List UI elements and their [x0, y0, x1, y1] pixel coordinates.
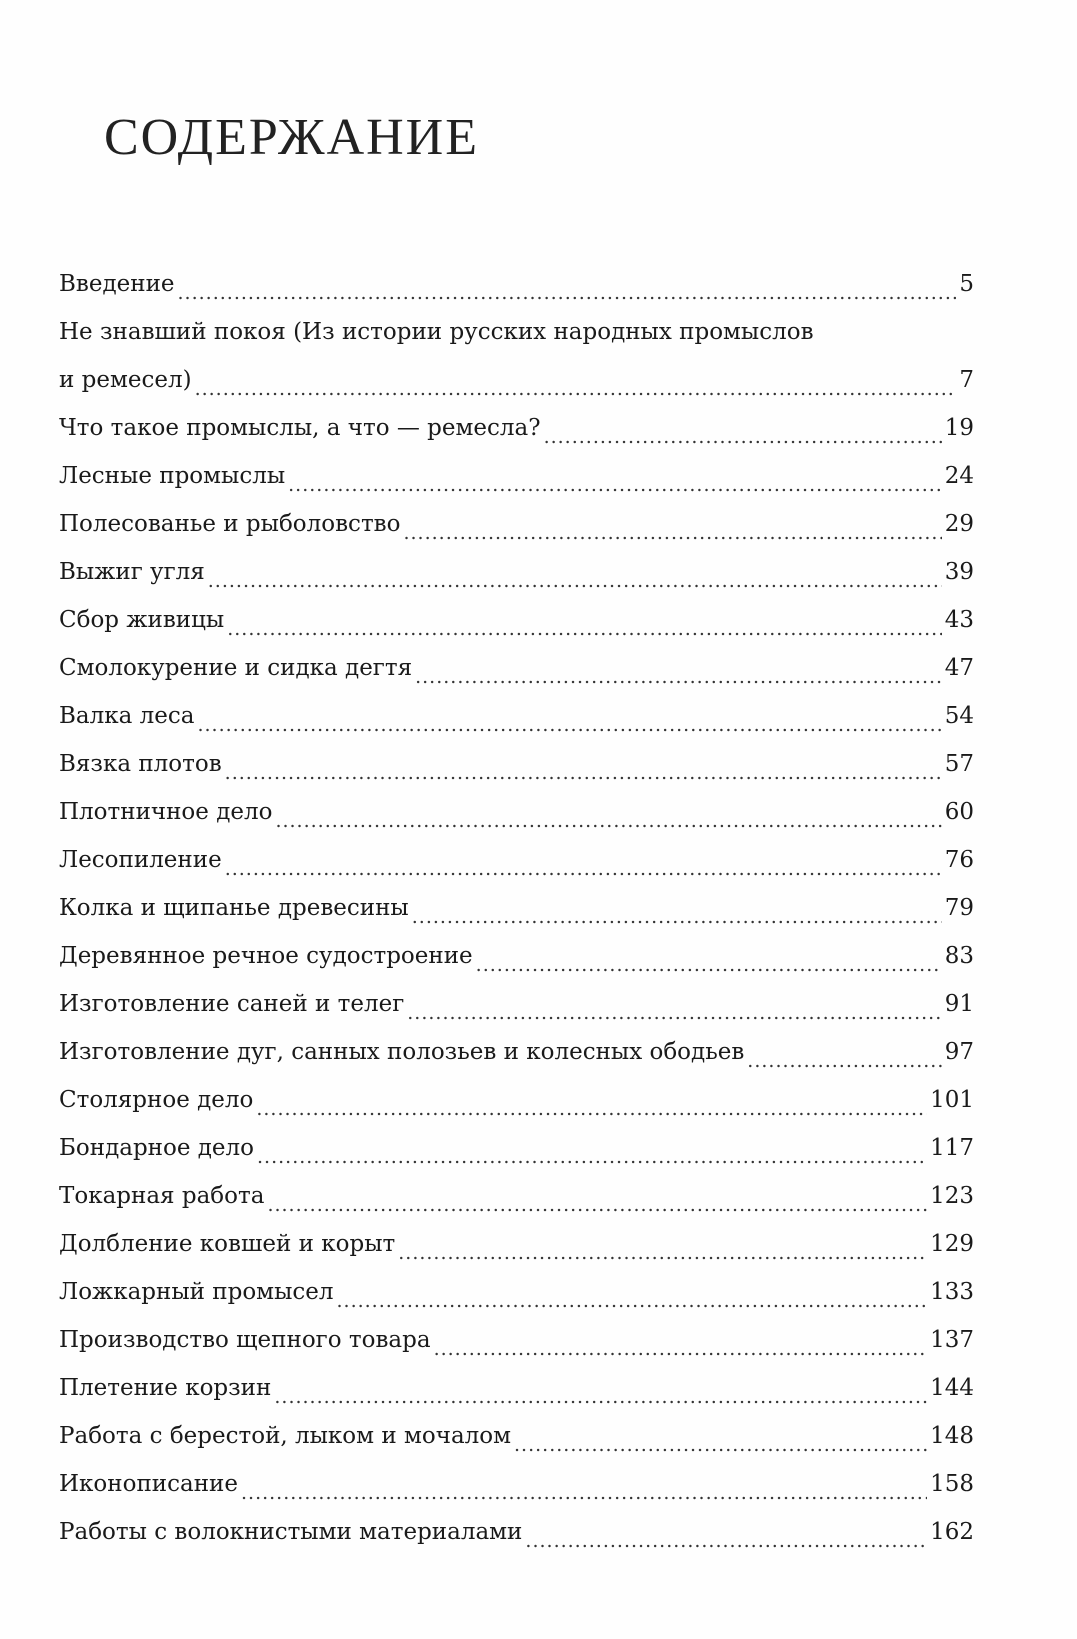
- toc-entry: [59, 500, 974, 548]
- toc-entry: [59, 980, 974, 1028]
- dot-leader: [225, 740, 942, 788]
- dot-leader: [178, 260, 957, 308]
- toc-entry-title: Бондарное дело: [59, 1135, 255, 1161]
- toc-entry-title: Валка леса: [59, 703, 195, 729]
- toc-entry: [59, 1220, 974, 1268]
- toc-entry-title: Производство щепного товара: [59, 1327, 431, 1353]
- toc-entry-title: Иконописание: [59, 1471, 238, 1497]
- toc-page-number: 129: [930, 1231, 974, 1257]
- toc-page-number: 158: [930, 1471, 974, 1497]
- dot-leader: [336, 1268, 927, 1316]
- toc-entry-title: Не знавший покоя (Из истории русских народных промыслов: [59, 319, 814, 345]
- toc-page-number: 101: [930, 1087, 974, 1113]
- toc-entry: [59, 884, 974, 932]
- toc-page-number: 39: [944, 559, 974, 585]
- dot-leader: [225, 836, 942, 884]
- toc-entry-title: Плетение корзин: [59, 1375, 272, 1401]
- toc-entry-title: Смолокурение и сидка дегтя: [59, 655, 413, 681]
- toc-entry: [59, 932, 974, 980]
- toc-page-number: 133: [930, 1279, 974, 1305]
- toc-entry: [59, 1028, 974, 1076]
- toc-entry: [59, 308, 974, 404]
- dot-leader: [197, 692, 941, 740]
- toc-entry: [59, 740, 974, 788]
- toc-entry-title: Сбор живицы: [59, 607, 225, 633]
- dot-leader: [227, 596, 942, 644]
- dot-leader: [514, 1412, 927, 1460]
- toc-entry: [59, 1364, 974, 1412]
- toc-page-number: 29: [944, 511, 974, 537]
- dot-leader: [274, 1364, 927, 1412]
- toc-page-number: 117: [930, 1135, 974, 1161]
- toc-entry-title: Изготовление дуг, санных полозьев и колесных ободьев: [59, 1039, 745, 1065]
- dot-leader: [412, 884, 942, 932]
- dot-leader: [195, 356, 957, 404]
- toc-entry-line2: [59, 356, 974, 404]
- toc-page-number: 83: [944, 943, 974, 969]
- toc-entry-title: Деревянное речное судостроение: [59, 943, 473, 969]
- toc-entry: [59, 1316, 974, 1364]
- dot-leader: [256, 1076, 927, 1124]
- toc-page-number: 57: [944, 751, 974, 777]
- toc-entry-title: Выжиг угля: [59, 559, 205, 585]
- toc-entry: [59, 596, 974, 644]
- toc-entry: [59, 1268, 974, 1316]
- toc-entry: [59, 548, 974, 596]
- toc-entry: [59, 644, 974, 692]
- dot-leader: [275, 788, 941, 836]
- dot-leader: [407, 980, 941, 1028]
- toc-entry-title-continued: и ремесел): [59, 367, 192, 393]
- toc-page-number: 47: [944, 655, 974, 681]
- dot-leader: [257, 1124, 927, 1172]
- toc-page-number: 91: [944, 991, 974, 1017]
- dot-leader: [476, 932, 942, 980]
- toc-entry: [59, 1460, 974, 1508]
- dot-leader: [415, 644, 942, 692]
- toc-entry-title: Лесные промыслы: [59, 463, 286, 489]
- toc-entry-title: Работа с берестой, лыком и мочалом: [59, 1423, 512, 1449]
- dot-leader: [525, 1508, 927, 1556]
- toc-entry-title: Введение: [59, 271, 175, 297]
- toc-entry: [59, 404, 974, 452]
- page-title: СОДЕРЖАНИЕ: [104, 109, 479, 166]
- toc-page-number: 5: [959, 271, 974, 297]
- toc-page-number: 97: [944, 1039, 974, 1065]
- toc-entry: [59, 1124, 974, 1172]
- dot-leader: [267, 1172, 927, 1220]
- toc-entry-title: Столярное дело: [59, 1087, 254, 1113]
- dot-leader: [403, 500, 941, 548]
- toc-entry-title: Вязка плотов: [59, 751, 222, 777]
- toc-page-number: 76: [944, 847, 974, 873]
- toc-page-number: 137: [930, 1327, 974, 1353]
- toc-entry-title: Что такое промыслы, а что — ремесла?: [59, 415, 541, 441]
- toc-entry: [59, 836, 974, 884]
- toc-entry-title: Изготовление саней и телег: [59, 991, 405, 1017]
- toc-entry-title: Плотничное дело: [59, 799, 273, 825]
- toc-page-number: 60: [944, 799, 974, 825]
- toc-page-number: 54: [944, 703, 974, 729]
- toc-page-number: 144: [930, 1375, 974, 1401]
- toc-entry-title: Токарная работа: [59, 1183, 265, 1209]
- toc-entry: [59, 452, 974, 500]
- toc-page-number: 19: [944, 415, 974, 441]
- toc-entry-title: Лесопиление: [59, 847, 222, 873]
- toc-entry: [59, 1172, 974, 1220]
- toc-entry-title: Работы с волокнистыми материалами: [59, 1519, 523, 1545]
- toc-entry: [59, 260, 974, 308]
- dot-leader: [241, 1460, 927, 1508]
- toc-entry: [59, 1412, 974, 1460]
- dot-leader: [747, 1028, 941, 1076]
- toc-entry: [59, 692, 974, 740]
- toc-page-number: 123: [930, 1183, 974, 1209]
- dot-leader: [208, 548, 942, 596]
- dot-leader: [544, 404, 942, 452]
- toc-entry: [59, 788, 974, 836]
- toc-entry-title: Долбление ковшей и корыт: [59, 1231, 396, 1257]
- toc-entry-title: Колка и щипанье древесины: [59, 895, 409, 921]
- dot-leader: [288, 452, 942, 500]
- toc-entry-title: Полесованье и рыболовство: [59, 511, 401, 537]
- toc-page-number: 79: [944, 895, 974, 921]
- table-of-contents: [59, 260, 974, 1556]
- toc-page-number: 7: [959, 367, 974, 393]
- toc-page-number: 162: [930, 1519, 974, 1545]
- toc-entry-title: Ложкарный промысел: [59, 1279, 334, 1305]
- dot-leader: [434, 1316, 928, 1364]
- dot-leader: [398, 1220, 927, 1268]
- toc-page-number: 24: [944, 463, 974, 489]
- toc-entry: [59, 1508, 974, 1556]
- toc-page-number: 148: [930, 1423, 974, 1449]
- toc-page-number: 43: [944, 607, 974, 633]
- toc-entry: [59, 1076, 974, 1124]
